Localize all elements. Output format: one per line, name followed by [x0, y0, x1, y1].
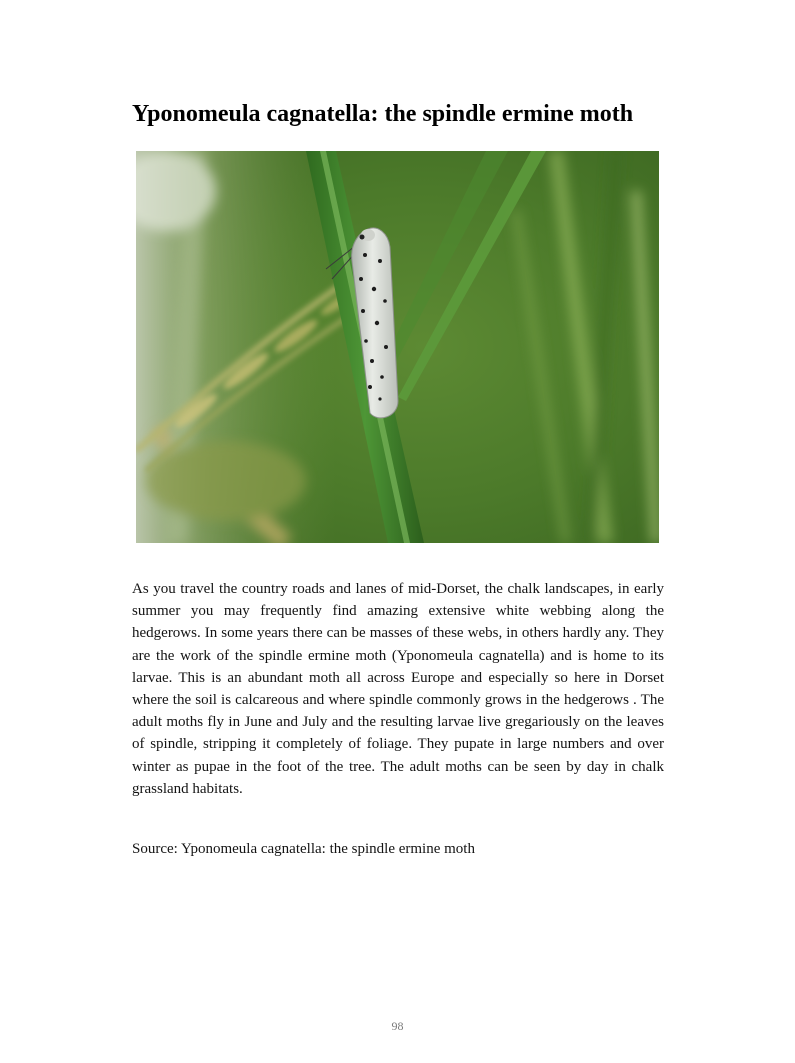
page-number: 98	[391, 1019, 404, 1033]
body-paragraph: As you travel the country roads and lanes of mid-Dorset, the chalk landscapes, in early summer you may frequently find amazing extensive white webbing along the hedgerows. In some years there can be masses of these webs, in others hardly any. They are the work of the spindle ermine moth (Yponomeula cagnatella) and is home to its larvae. This is an abundant moth all across Europe and especially so here in Dorset where the soil is calcareous and where spindle commonly grows in the hedgerows . The adult moths fly in June and July and the resulting larvae live gregariously on the leaves of spindle, stripping it completely of foliage. They pupate in large numbers and over winter as pupae in the foot of the tree. The adult moths can be seen by day in chalk grassland habitats.	[132, 581, 664, 797]
moth-photo	[136, 151, 659, 543]
source-line: Source: Yponomeula cagnatella: the spindle ermine moth	[132, 841, 475, 857]
page-title: Yponomeula cagnatella: the spindle ermine moth	[132, 101, 634, 127]
moth-photo-icon	[136, 151, 659, 543]
